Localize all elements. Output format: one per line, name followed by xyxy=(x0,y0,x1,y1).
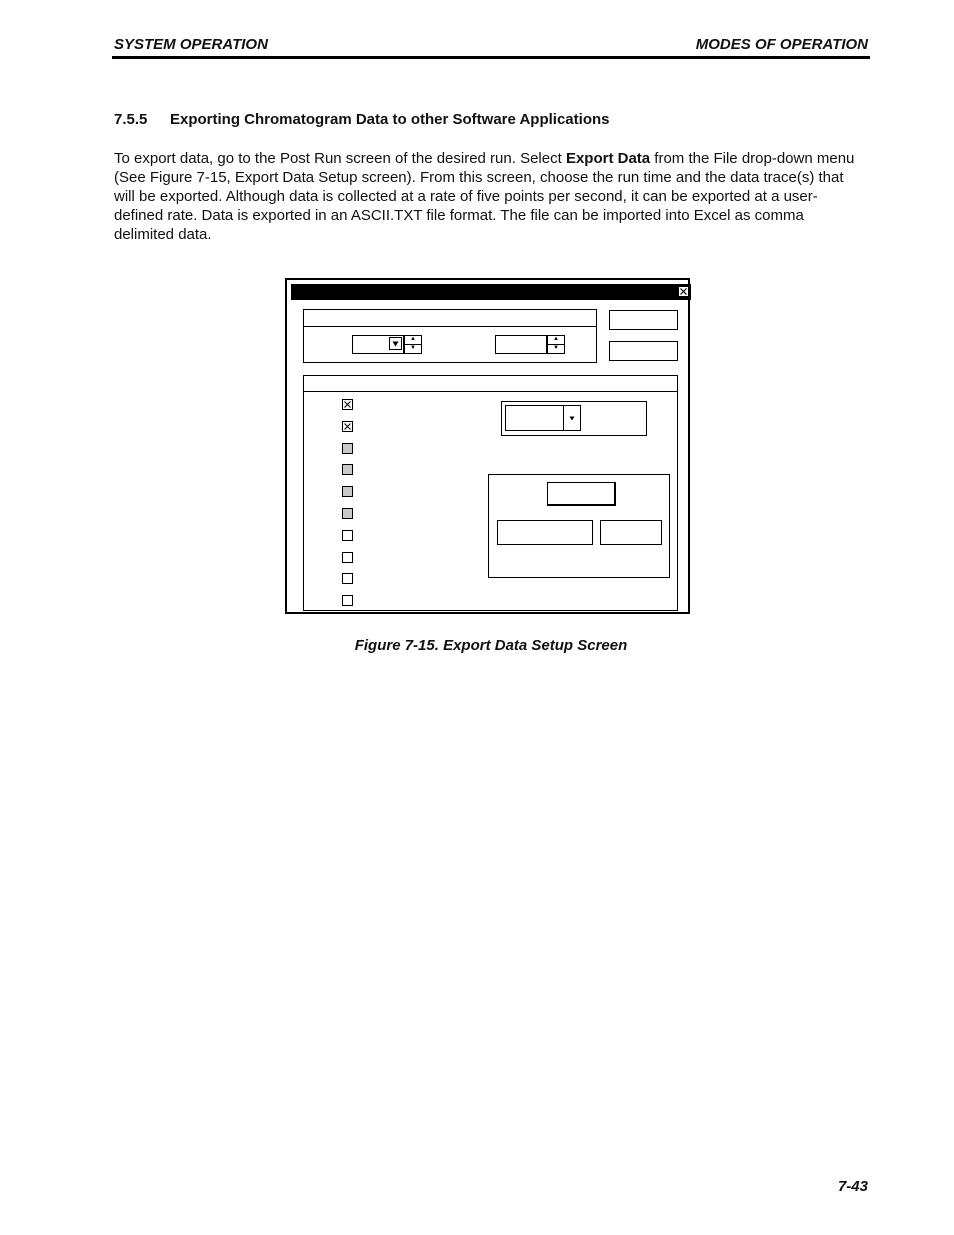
ok-button[interactable] xyxy=(609,310,678,330)
file-name-input[interactable] xyxy=(547,482,616,506)
body-text-1: To export data, go to the Post Run screen of the desired run. Select xyxy=(114,150,566,167)
run-time-group xyxy=(303,309,597,363)
data-traces-group xyxy=(303,375,678,611)
file-path-input[interactable] xyxy=(497,520,593,545)
check-x-icon xyxy=(343,400,352,409)
running-header-right: MODES OF OPERATION xyxy=(695,36,868,53)
trace-checkbox-8[interactable] xyxy=(342,552,353,563)
cancel-button[interactable] xyxy=(609,341,678,361)
header-rule xyxy=(112,56,870,59)
trace-checkbox-1[interactable] xyxy=(342,399,353,410)
trace-checkbox-5 xyxy=(342,486,353,497)
start-time-dropdown-button[interactable] xyxy=(389,337,402,350)
end-time-stepper[interactable]: ▲ ▼ xyxy=(547,335,565,354)
chevron-down-icon xyxy=(390,338,401,349)
end-time-input[interactable] xyxy=(495,335,547,354)
body-text-bold: Export Data xyxy=(565,150,651,167)
run-time-group-header xyxy=(304,326,596,327)
browse-button[interactable] xyxy=(600,520,662,545)
trace-checkbox-3 xyxy=(342,443,353,454)
trace-checkbox-10[interactable] xyxy=(342,595,353,606)
export-rate-group xyxy=(501,401,647,436)
section-heading xyxy=(114,111,609,128)
body-text-2: from the File drop-down menu (See Figure 7-15, Export Data Setup screen). From this screen, choose the run time and the data trace(s) that will be exported. Although data is collected at a rate of five points per second, it can be exported at a user-defined rate. Data is exported in an ASCII.TXT file format. The file can be imported into Excel as comma delimited data. xyxy=(114,150,855,243)
start-time-stepper[interactable]: ▲ ▼ xyxy=(404,335,422,354)
page-number: 7-43 xyxy=(837,1178,868,1195)
trace-checkbox-2[interactable] xyxy=(342,421,353,432)
close-icon[interactable] xyxy=(678,286,689,297)
export-data-setup-dialog xyxy=(285,278,690,614)
section-number: 7.5.5 xyxy=(114,111,148,128)
running-header-left: SYSTEM OPERATION xyxy=(114,36,268,53)
figure-caption: Figure 7-15. Export Data Setup Screen xyxy=(354,637,628,654)
trace-checkbox-7[interactable] xyxy=(342,530,353,541)
trace-checkbox-6 xyxy=(342,508,353,519)
dialog-titlebar[interactable] xyxy=(291,284,691,300)
body-paragraph xyxy=(114,149,856,244)
check-x-icon xyxy=(343,422,352,431)
data-traces-group-header xyxy=(304,391,677,392)
export-file-group xyxy=(488,474,670,578)
trace-checkbox-9[interactable] xyxy=(342,573,353,584)
section-title: Exporting Chromatogram Data to other Software Applications xyxy=(170,111,610,128)
chevron-down-icon[interactable] xyxy=(564,406,580,430)
trace-checkbox-4 xyxy=(342,464,353,475)
